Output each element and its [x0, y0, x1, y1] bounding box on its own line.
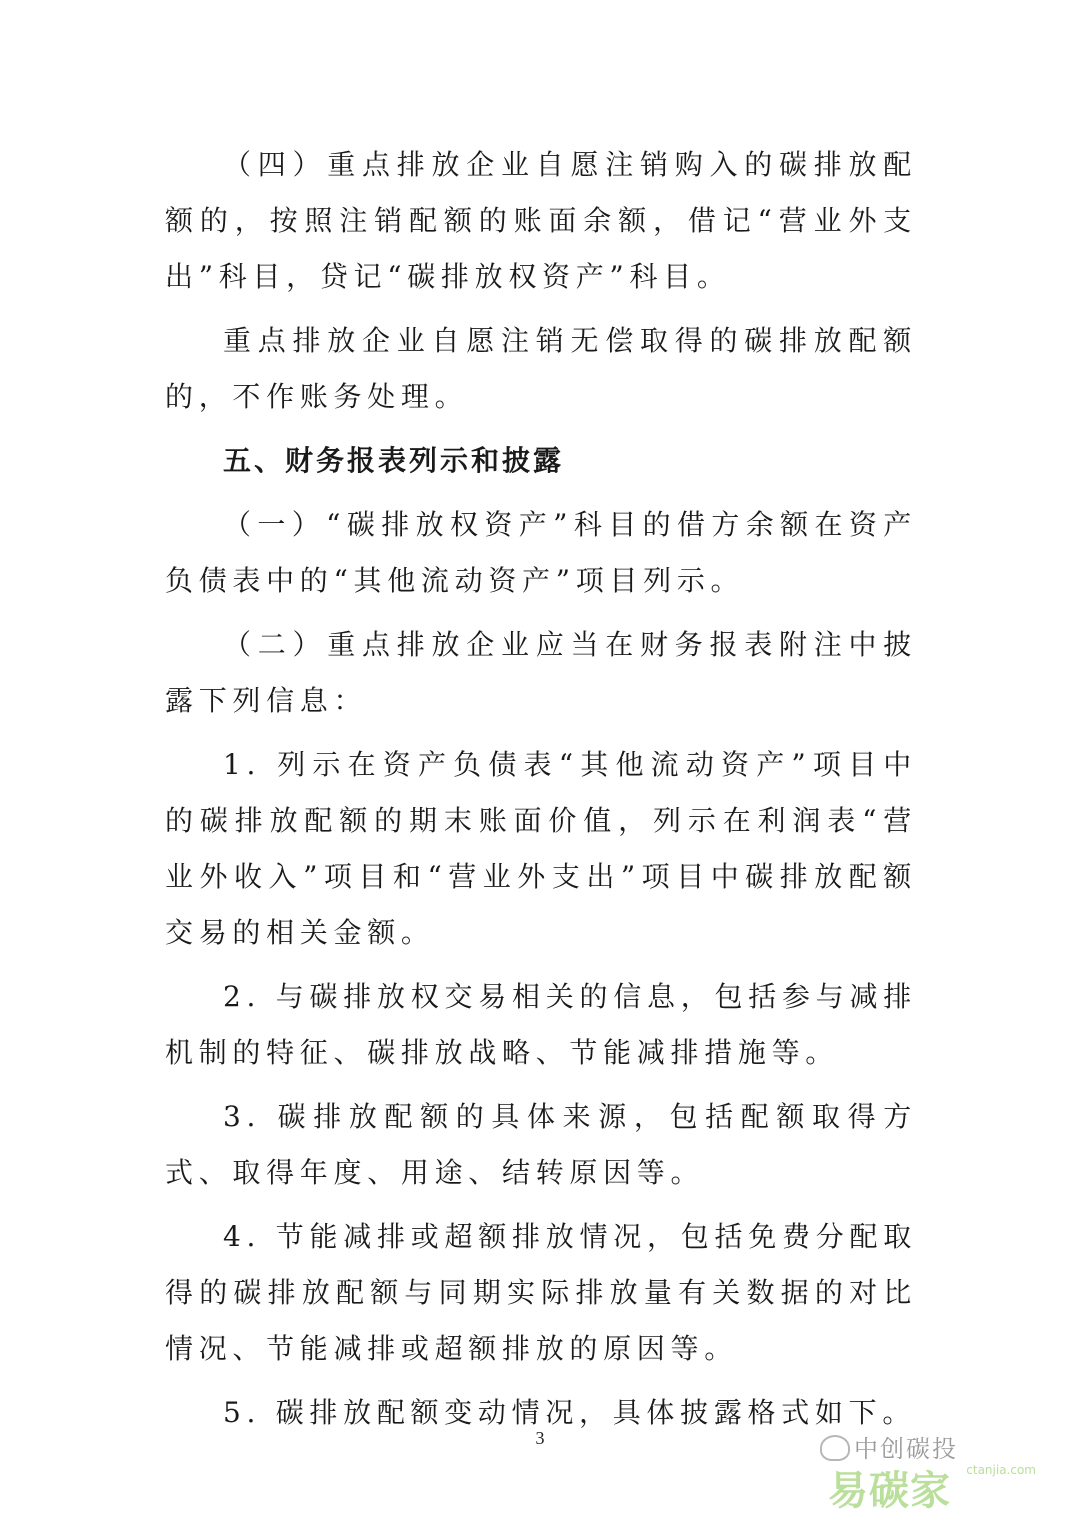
- list-item-3: 3. 碳排放配额的具体来源，包括配额取得方式、取得年度、用途、结转原因等。: [165, 1100, 917, 1189]
- list-item-5: 5. 碳排放配额变动情况，具体披露格式如下。: [223, 1396, 917, 1429]
- document-body: [165, 137, 917, 1449]
- watermark: [820, 1429, 1040, 1514]
- watermark-account: 中创碳投: [854, 1435, 958, 1463]
- page-number: 3: [535, 1428, 545, 1448]
- paragraph-disclosure-intro: （二）重点排放企业应当在财务报表附注中披露下列信息：: [165, 628, 917, 717]
- section-heading-presentation-disclosure: 五、财务报表列示和披露: [223, 444, 565, 477]
- list-item-4: 4. 节能减排或超额排放情况，包括免费分配取得的碳排放配额与同期实际排放量有关数据的对比情况、节能减排或超额排放的原因等。: [165, 1220, 917, 1365]
- wechat-icon: [820, 1435, 850, 1461]
- list-item-2: 2. 与碳排放权交易相关的信息，包括参与减排机制的特征、碳排放战略、节能减排措施等。: [165, 980, 917, 1069]
- paragraph-voluntary-cancel-purchased: （四）重点排放企业自愿注销购入的碳排放配额的，按照注销配额的账面余额，借记“营业外支出”科目，贷记“碳排放权资产”科目。: [165, 148, 917, 293]
- list-item-1: 1. 列示在资产负债表“其他流动资产”项目中的碳排放配额的期末账面价值，列示在利润表“营业外收入”项目和“营业外支出”项目中碳排放配额交易的相关金额。: [165, 748, 917, 949]
- paragraph-voluntary-cancel-free: 重点排放企业自愿注销无偿取得的碳排放配额的，不作账务处理。: [165, 324, 917, 413]
- paragraph-balance-sheet-presentation: （一）“碳排放权资产”科目的借方余额在资产负债表中的“其他流动资产”项目列示。: [165, 508, 917, 597]
- watermark-logo: 易碳家: [828, 1468, 951, 1514]
- watermark-site: ctanjia.com: [966, 1463, 1036, 1477]
